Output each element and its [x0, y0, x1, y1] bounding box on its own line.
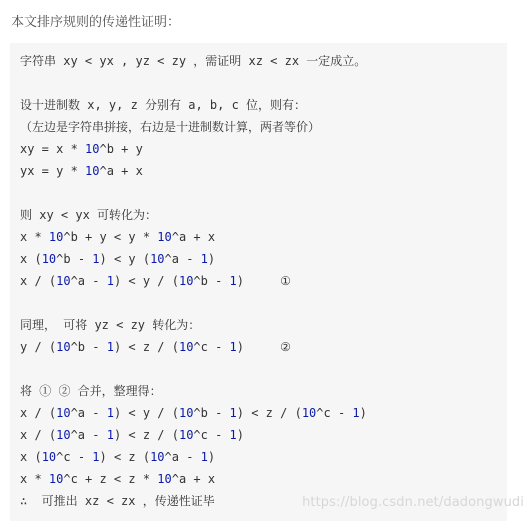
code-text: ) < z / ( — [236, 406, 302, 420]
number-literal: 1 — [106, 428, 114, 442]
code-line — [20, 162, 143, 180]
code-text: ^c - — [56, 450, 93, 464]
code-text: yx = y * — [20, 164, 86, 178]
code-text: ^b + y < y * — [63, 230, 158, 244]
number-literal: 10 — [56, 340, 71, 354]
code-text: ^c - — [316, 406, 353, 420]
number-literal: 1 — [229, 340, 237, 354]
number-literal: 1 — [229, 406, 237, 420]
code-text: ^a + x — [171, 472, 216, 486]
intro-text: 本文排序规则的传递性证明： — [11, 15, 181, 30]
number-literal: 1 — [106, 406, 114, 420]
code-line — [20, 470, 215, 488]
code-text: ^a + x — [171, 230, 216, 244]
code-text: ) — [207, 252, 216, 266]
number-literal: 10 — [178, 406, 194, 420]
code-text: ) — [236, 428, 245, 442]
number-literal: 10 — [85, 164, 100, 178]
number-literal: 10 — [178, 274, 194, 288]
code-text: ) ② — [236, 340, 291, 354]
number-literal: 10 — [301, 406, 317, 420]
code-line — [20, 140, 143, 158]
number-literal: 10 — [56, 274, 71, 288]
code-text: x ( — [20, 252, 42, 266]
code-text: x / ( — [20, 428, 57, 442]
number-literal: 10 — [56, 428, 71, 442]
number-literal: 10 — [157, 230, 172, 244]
number-literal: 10 — [178, 428, 194, 442]
number-literal: 10 — [157, 472, 172, 486]
code-line — [20, 426, 244, 444]
number-literal: 1 — [106, 274, 114, 288]
code-text: ^a - — [164, 252, 201, 266]
number-literal: 10 — [178, 340, 194, 354]
code-text: ^a + x — [99, 164, 143, 178]
code-text: ) < y ( — [99, 252, 151, 266]
code-text: ) < z / ( — [113, 428, 179, 442]
code-text: ) — [207, 450, 216, 464]
code-text: 设十进制数 x, y, z 分别有 a, b, c 位，则有： — [20, 98, 307, 112]
code-line — [20, 228, 215, 246]
code-text: ^b - — [193, 274, 230, 288]
code-text: ^b + y — [99, 142, 143, 156]
number-literal: 10 — [150, 450, 165, 464]
code-text: 将 ① ② 合并，整理得： — [20, 384, 162, 398]
code-text: 则 xy < yx 可转化为： — [20, 208, 158, 222]
number-literal: 10 — [85, 142, 100, 156]
code-line — [20, 338, 291, 356]
code-line — [20, 382, 162, 400]
code-text: ) < z ( — [99, 450, 151, 464]
number-literal: 1 — [352, 406, 360, 420]
code-text: ^c - — [193, 340, 230, 354]
number-literal: 10 — [150, 252, 165, 266]
number-literal: 10 — [41, 252, 57, 266]
code-text: x / ( — [20, 274, 57, 288]
number-literal: 10 — [41, 450, 57, 464]
code-text: x ( — [20, 450, 42, 464]
code-text: x * — [20, 230, 49, 244]
code-line — [20, 448, 215, 466]
code-text: ^a - — [70, 274, 107, 288]
code-line — [20, 96, 306, 114]
code-line — [20, 404, 367, 422]
code-line — [20, 52, 366, 70]
code-text: ) < y / ( — [113, 406, 179, 420]
number-literal: 1 — [229, 428, 237, 442]
code-text: ) < y / ( — [113, 274, 179, 288]
code-text: ^b - — [56, 252, 93, 266]
number-literal: 10 — [56, 406, 71, 420]
code-text: ^b - — [70, 340, 107, 354]
code-line — [20, 118, 320, 136]
code-text: x * — [20, 472, 49, 486]
code-text: ) ① — [236, 274, 291, 288]
code-text: （左边是字符串拼接，右边是十进制数计算，两者等价） — [20, 120, 321, 134]
code-text: ^c - — [193, 428, 230, 442]
number-literal: 1 — [200, 450, 208, 464]
number-literal: 1 — [200, 252, 208, 266]
code-block — [10, 43, 507, 521]
code-text: y / ( — [20, 340, 57, 354]
number-literal: 1 — [229, 274, 237, 288]
code-line — [20, 492, 215, 510]
code-text: ) < z / ( — [113, 340, 179, 354]
code-line — [20, 272, 291, 290]
code-text: ^b - — [193, 406, 230, 420]
number-literal: 10 — [48, 472, 64, 486]
code-text: x / ( — [20, 406, 57, 420]
code-text: ^a - — [70, 406, 107, 420]
code-line — [20, 250, 215, 268]
code-text: ^a - — [164, 450, 201, 464]
code-text: ^a - — [70, 428, 107, 442]
code-text: ^c + z < z * — [63, 472, 158, 486]
code-text: 同理， 可将 yz < zy 转化为： — [20, 318, 201, 332]
code-text: xy = x * — [20, 142, 86, 156]
code-line — [20, 316, 200, 334]
watermark: https://blog.csdn.net/dadongwudi — [302, 495, 524, 510]
number-literal: 10 — [48, 230, 64, 244]
code-text: 字符串 xy < yx , yz < zy ，需证明 xz < zx 一定成立。 — [20, 54, 367, 68]
code-text: ) — [359, 406, 367, 420]
number-literal: 1 — [106, 340, 114, 354]
code-text: ∴ 可推出 xz < zx ，传递性证毕 — [20, 494, 215, 508]
code-line — [20, 206, 157, 224]
number-literal: 1 — [92, 252, 100, 266]
number-literal: 1 — [92, 450, 100, 464]
